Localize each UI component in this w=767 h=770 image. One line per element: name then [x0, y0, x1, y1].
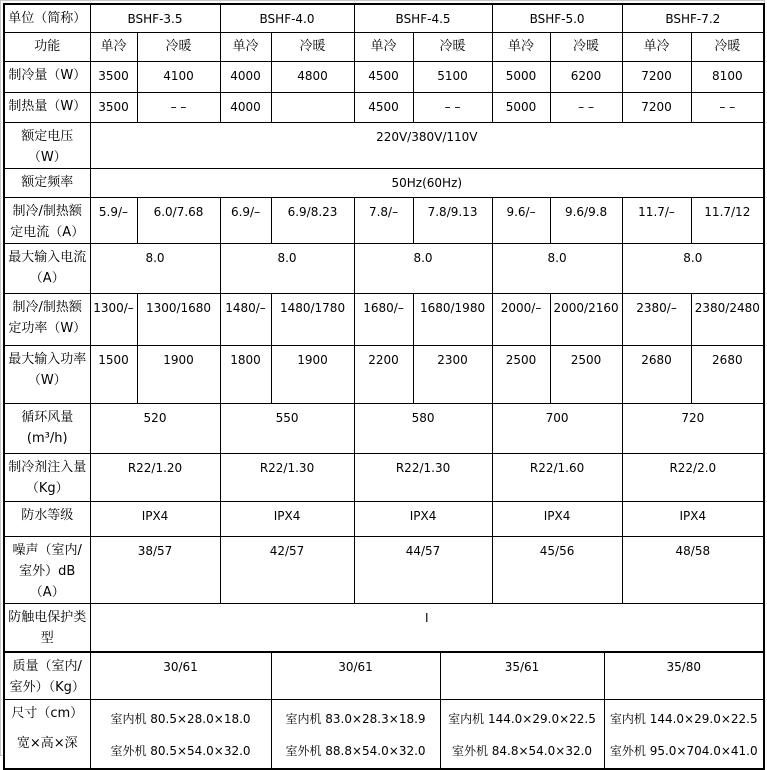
- row-label-max-input-power: 最大输入功率（W）: [4, 345, 90, 403]
- cooling-capacity-value: 7200: [622, 61, 691, 92]
- max-input-current-value: 8.0: [220, 243, 354, 293]
- function-col-heat: 冷暖: [413, 32, 492, 61]
- rated-current-value: 11.7/12: [691, 197, 764, 243]
- dimensions-indoor: 室内机 144.0×29.0×22.5: [448, 711, 596, 726]
- max-input-current-row: [4, 243, 764, 293]
- cooling-capacity-value: 5100: [413, 61, 492, 92]
- refrigerant-charge-value: R22/1.30: [354, 453, 492, 501]
- function-col-cool: 单冷: [492, 32, 550, 61]
- rated-power-value: 2000/–: [492, 293, 550, 345]
- waterproof-grade-value: IPX4: [622, 501, 764, 536]
- function-col-cool: 单冷: [90, 32, 137, 61]
- rated-frequency-value: 50Hz(60Hz): [90, 168, 764, 197]
- dimensions-value: [271, 699, 440, 769]
- rated-voltage-value: 220V/380V/110V: [90, 122, 764, 168]
- max-input-power-value: 1800: [220, 345, 271, 403]
- rated-current-value: 11.7/–: [622, 197, 691, 243]
- rated-power-value: 2000/2160: [550, 293, 622, 345]
- function-col-cool: 单冷: [622, 32, 691, 61]
- row-label-rated-power: 制冷/制热额定功率（W）: [4, 293, 90, 345]
- heating-capacity-value: 7200: [622, 92, 691, 122]
- rated-current-value: 9.6/9.8: [550, 197, 622, 243]
- waterproof-grade-value: IPX4: [90, 501, 220, 536]
- heating-capacity-value: [271, 92, 354, 122]
- rated-current-value: 7.8/–: [354, 197, 413, 243]
- max-input-power-value: 2300: [413, 345, 492, 403]
- model-header-bshf-4-5: BSHF-4.5: [354, 4, 492, 32]
- rated-current-row: [4, 197, 764, 243]
- max-input-power-value: 2500: [550, 345, 622, 403]
- max-input-power-value: 2680: [622, 345, 691, 403]
- air-circulation-label-line1: 循环风量: [21, 409, 74, 425]
- refrigerant-charge-value: R22/1.30: [220, 453, 354, 501]
- cooling-capacity-value: 4500: [354, 61, 413, 92]
- refrigerant-charge-value: R22/2.0: [622, 453, 764, 501]
- row-label-noise: 噪声（室内/室外）dB（A）: [4, 536, 90, 603]
- rated-current-value: 5.9/–: [90, 197, 137, 243]
- heating-capacity-row: [4, 92, 764, 122]
- dimensions-row: [4, 699, 764, 769]
- dimensions-indoor: 室内机 144.0×29.0×22.5: [609, 711, 758, 726]
- rated-power-value: 1680/1980: [413, 293, 492, 345]
- row-label-cooling-capacity: 制冷量（W）: [4, 61, 90, 92]
- shock-protection-value: I: [90, 603, 764, 652]
- heating-capacity-value: – –: [137, 92, 220, 122]
- noise-value: 44/57: [354, 536, 492, 603]
- rated-current-value: 7.8/9.13: [413, 197, 492, 243]
- cooling-capacity-value: 8100: [691, 61, 764, 92]
- heating-capacity-value: – –: [691, 92, 764, 122]
- rated-current-value: 6.0/7.68: [137, 197, 220, 243]
- dimensions-value: [440, 699, 604, 769]
- max-input-power-row: [4, 345, 764, 403]
- heating-capacity-value: 4500: [354, 92, 413, 122]
- air-circulation-row: [4, 403, 764, 453]
- heating-capacity-value: 4000: [220, 92, 271, 122]
- refrigerant-charge-value: R22/1.20: [90, 453, 220, 501]
- rated-power-value: 2380/–: [622, 293, 691, 345]
- row-label-max-input-current: 最大输入电流（A）: [4, 243, 90, 293]
- noise-value: 45/56: [492, 536, 622, 603]
- cooling-capacity-value: 3500: [90, 61, 137, 92]
- row-label-function: 功能: [4, 32, 90, 61]
- rated-power-value: 1480/1780: [271, 293, 354, 345]
- max-input-power-value: 1900: [271, 345, 354, 403]
- rated-power-value: 1300/–: [90, 293, 137, 345]
- dimensions-label-line2: 宽×高×深: [16, 735, 78, 751]
- row-label-weight: 质量（室内/室外）（Kg）: [4, 652, 90, 699]
- shock-protection-row: [4, 603, 764, 652]
- max-input-current-value: 8.0: [90, 243, 220, 293]
- function-col-heat: 冷暖: [271, 32, 354, 61]
- heating-capacity-value: – –: [413, 92, 492, 122]
- dimensions-outdoor: 室外机 95.0×704.0×41.0: [609, 743, 758, 758]
- rated-power-row: [4, 293, 764, 345]
- row-label-waterproof-grade: 防水等级: [4, 501, 90, 536]
- weight-value: 30/61: [90, 652, 271, 699]
- cooling-capacity-value: 4000: [220, 61, 271, 92]
- model-header-bshf-5-0: BSHF-5.0: [492, 4, 622, 32]
- cooling-capacity-value: 4800: [271, 61, 354, 92]
- function-row: [4, 32, 764, 61]
- air-circulation-value: 550: [220, 403, 354, 453]
- rated-power-value: 1680/–: [354, 293, 413, 345]
- rated-current-value: 9.6/–: [492, 197, 550, 243]
- waterproof-grade-value: IPX4: [354, 501, 492, 536]
- dimensions-indoor: 室内机 80.5×28.0×18.0: [110, 711, 251, 726]
- model-header-bshf-4-0: BSHF-4.0: [220, 4, 354, 32]
- cooling-capacity-value: 4100: [137, 61, 220, 92]
- cooling-capacity-value: 5000: [492, 61, 550, 92]
- max-input-current-value: 8.0: [354, 243, 492, 293]
- refrigerant-charge-row: [4, 453, 764, 501]
- function-col-cool: 单冷: [220, 32, 271, 61]
- dimensions-outdoor: 室外机 88.8×54.0×32.0: [285, 743, 426, 758]
- row-label-air-circulation: [4, 403, 90, 453]
- model-header-bshf-7-2: BSHF-7.2: [622, 4, 764, 32]
- max-input-power-value: 1900: [137, 345, 220, 403]
- waterproof-grade-row: [4, 501, 764, 536]
- dimensions-label-line1: 尺寸（cm）: [11, 705, 84, 721]
- waterproof-grade-value: IPX4: [220, 501, 354, 536]
- weight-value: 35/80: [604, 652, 764, 699]
- heating-capacity-value: 3500: [90, 92, 137, 122]
- row-label-rated-frequency: 额定频率: [4, 168, 90, 197]
- refrigerant-charge-value: R22/1.60: [492, 453, 622, 501]
- row-label-heating-capacity: 制热量（W）: [4, 92, 90, 122]
- air-circulation-value: 720: [622, 403, 764, 453]
- air-circulation-label-line2: (m³/h): [26, 430, 68, 446]
- row-label-rated-voltage: 额定电压（W）: [4, 122, 90, 168]
- noise-row: [4, 536, 764, 603]
- dimensions-outdoor: 室外机 84.8×54.0×32.0: [451, 743, 593, 758]
- function-col-cool: 单冷: [354, 32, 413, 61]
- noise-value: 48/58: [622, 536, 764, 603]
- max-input-power-value: 2200: [354, 345, 413, 403]
- function-col-heat: 冷暖: [137, 32, 220, 61]
- row-label-rated-current: 制冷/制热额定电流（A）: [4, 197, 90, 243]
- waterproof-grade-value: IPX4: [492, 501, 622, 536]
- row-label-dimensions: [4, 699, 90, 769]
- weight-row: [4, 652, 764, 699]
- row-label-refrigerant-charge: 制冷剂注入量（Kg）: [4, 453, 90, 501]
- air-circulation-value: 700: [492, 403, 622, 453]
- heating-capacity-value: – –: [550, 92, 622, 122]
- dimensions-value: [90, 699, 271, 769]
- model-header-bshf-3-5: BSHF-3.5: [90, 4, 220, 32]
- rated-current-value: 6.9/8.23: [271, 197, 354, 243]
- rated-frequency-row: [4, 168, 764, 197]
- max-input-power-value: 1500: [90, 345, 137, 403]
- noise-value: 42/57: [220, 536, 354, 603]
- dimensions-outdoor: 室外机 80.5×54.0×32.0: [110, 743, 251, 758]
- row-label-shock-protection: 防触电保护类型: [4, 603, 90, 652]
- spec-table-main: [3, 3, 765, 653]
- model-header-row: [4, 4, 764, 32]
- weight-value: 35/61: [440, 652, 604, 699]
- dimensions-value: [604, 699, 764, 769]
- noise-value: 38/57: [90, 536, 220, 603]
- air-circulation-value: 580: [354, 403, 492, 453]
- heating-capacity-value: 5000: [492, 92, 550, 122]
- air-circulation-value: 520: [90, 403, 220, 453]
- spec-table-bottom: [3, 651, 765, 770]
- function-col-heat: 冷暖: [550, 32, 622, 61]
- dimensions-indoor: 室内机 83.0×28.3×18.9: [285, 711, 426, 726]
- max-input-current-value: 8.0: [492, 243, 622, 293]
- rated-power-value: 2380/2480: [691, 293, 764, 345]
- function-col-heat: 冷暖: [691, 32, 764, 61]
- max-input-power-value: 2680: [691, 345, 764, 403]
- unit-label-cell: 单位（简称）: [4, 4, 90, 32]
- rated-power-value: 1300/1680: [137, 293, 220, 345]
- weight-value: 30/61: [271, 652, 440, 699]
- rated-voltage-row: [4, 122, 764, 168]
- rated-current-value: 6.9/–: [220, 197, 271, 243]
- max-input-current-value: 8.0: [622, 243, 764, 293]
- max-input-power-value: 2500: [492, 345, 550, 403]
- cooling-capacity-row: [4, 61, 764, 92]
- cooling-capacity-value: 6200: [550, 61, 622, 92]
- rated-power-value: 1480/–: [220, 293, 271, 345]
